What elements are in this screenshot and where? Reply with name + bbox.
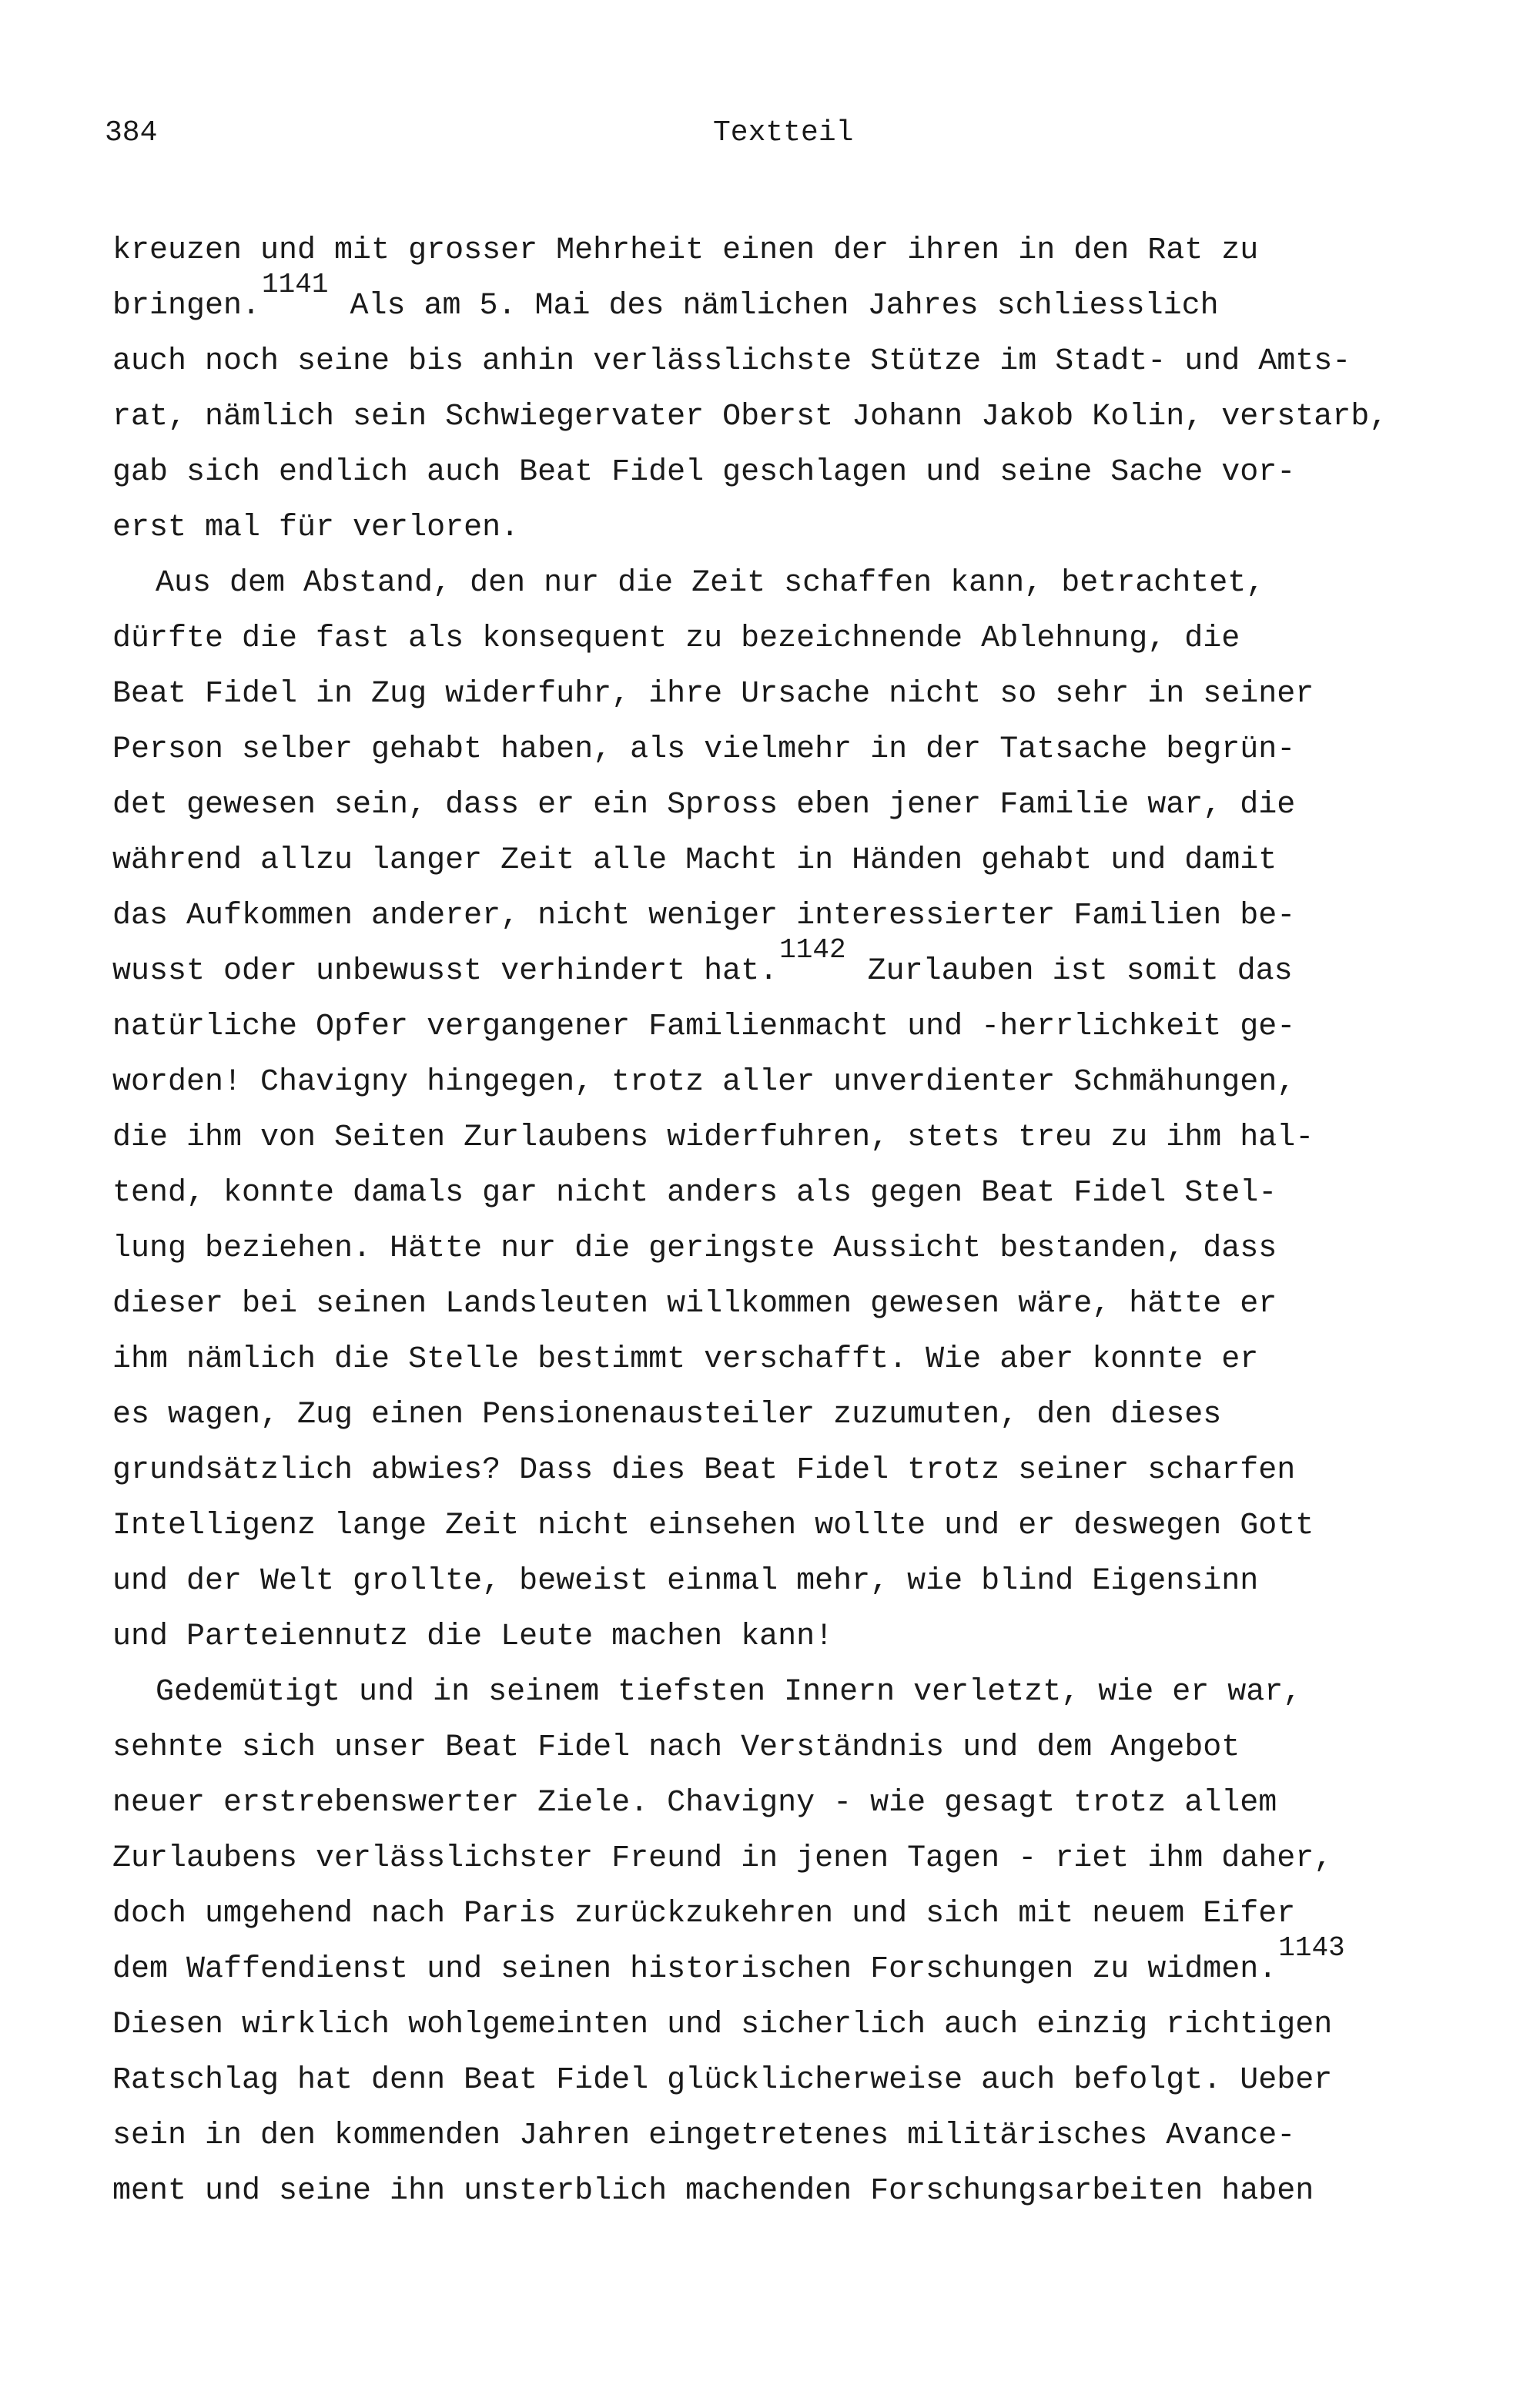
text-segment: Zurlauben ist somit das [849, 954, 1293, 989]
text-segment: natürliche Opfer vergangener Familienmacht und -herrlichkeit ge- [112, 1010, 1296, 1044]
text-segment: die ihm von Seiten Zurlaubens widerfuhren, stets treu zu ihm hal- [112, 1120, 1314, 1155]
text-line [112, 1665, 1506, 1720]
text-segment: erst mal für verloren. [112, 511, 520, 545]
text-line [112, 778, 1506, 833]
text-line [112, 934, 1506, 1000]
text-line [112, 2164, 1506, 2219]
text-segment: neuer erstrebenswerter Ziele. Chavigny - wie gesagt trotz allem [112, 1786, 1277, 1821]
text-segment: Diesen wirklich wohlgemeinten und sicherlich auch einzig richtigen [112, 2008, 1333, 2042]
text-segment: Aus dem Abstand, den nur die Zeit schaffen kann, betrachtet, [156, 566, 1265, 601]
text-segment: das Aufkommen anderer, nicht weniger interessierter Familien be- [112, 899, 1296, 933]
text-line [112, 611, 1506, 667]
text-line [112, 390, 1506, 445]
text-line [112, 1499, 1506, 1554]
text-line [112, 1110, 1506, 1166]
text-segment: det gewesen sein, dass er ein Spross eben jener Familie war, die [112, 788, 1296, 822]
text-line [112, 1055, 1506, 1110]
text-line [112, 667, 1506, 722]
text-line [112, 833, 1506, 889]
page-number: 384 [105, 116, 158, 149]
text-line [112, 2053, 1506, 2109]
text-segment: und Parteiennutz die Leute machen kann! [112, 1620, 834, 1654]
text-line [112, 1000, 1506, 1055]
text-segment: doch umgehend nach Paris zurückzukehren und sich mit neuem Eifer [112, 1897, 1296, 1931]
text-line [112, 334, 1506, 390]
text-line [112, 1332, 1506, 1388]
text-segment: dem Waffendienst und seinen historischen Forschungen zu widmen. [112, 1952, 1277, 1987]
text-line [112, 445, 1506, 501]
text-line [112, 1388, 1506, 1443]
text-segment: sehnte sich unser Beat Fidel nach Verständnis und dem Angebot [112, 1730, 1240, 1765]
text-segment: Ratschlag hat denn Beat Fidel glücklicherweise auch befolgt. Ueber [112, 2063, 1333, 2098]
text-line [112, 2109, 1506, 2164]
text-line [112, 269, 1506, 334]
text-line [112, 1998, 1506, 2053]
text-segment: ihm nämlich die Stelle bestimmt verschafft. Wie aber konnte er [112, 1342, 1259, 1377]
text-segment: rat, nämlich sein Schwiegervater Oberst Johann Jakob Kolin, verstarb, [112, 400, 1388, 434]
text-segment: und der Welt grollte, beweist einmal mehr, wie blind Eigensinn [112, 1564, 1259, 1599]
text-segment: ment und seine ihn unsterblich machenden Forschungsarbeiten haben [112, 2174, 1314, 2209]
text-segment: Gedemütigt und in seinem tiefsten Innern verletzt, wie er war, [156, 1675, 1302, 1710]
text-segment: gab sich endlich auch Beat Fidel geschlagen und seine Sache vor- [112, 455, 1296, 490]
text-segment: dieser bei seinen Landsleuten willkommen gewesen wäre, hätte er [112, 1287, 1277, 1321]
text-line [112, 1776, 1506, 1831]
footnote-marker: 1141 [262, 269, 329, 300]
text-segment: dürfte die fast als konsequent zu bezeichnende Ablehnung, die [112, 621, 1240, 656]
body-text [112, 223, 1506, 2219]
footnote-marker: 1143 [1278, 1932, 1345, 1964]
text-line [112, 722, 1506, 778]
text-line [112, 1610, 1506, 1665]
text-line [112, 1554, 1506, 1610]
text-segment: bringen. [112, 289, 261, 323]
text-segment: Intelligenz lange Zeit nicht einsehen wollte und er deswegen Gott [112, 1509, 1314, 1543]
footnote-marker: 1142 [779, 934, 846, 966]
text-segment: wusst oder unbewusst verhindert hat. [112, 954, 778, 989]
text-line [112, 1277, 1506, 1332]
text-segment: worden! Chavigny hingegen, trotz aller unverdienter Schmähungen, [112, 1065, 1296, 1100]
text-segment: kreuzen und mit grosser Mehrheit einen der ihren in den Rat zu [112, 233, 1259, 268]
text-segment: grundsätzlich abwies? Dass dies Beat Fidel trotz seiner scharfen [112, 1453, 1296, 1488]
text-segment: sein in den kommenden Jahren eingetretenes militärisches Avance- [112, 2119, 1296, 2153]
text-segment: es wagen, Zug einen Pensionenausteiler zuzumuten, den dieses [112, 1398, 1222, 1432]
text-line [112, 1720, 1506, 1776]
text-segment: während allzu langer Zeit alle Macht in Händen gehabt und damit [112, 843, 1277, 878]
text-segment: lung beziehen. Hätte nur die geringste Aussicht bestanden, dass [112, 1231, 1277, 1266]
text-segment: Zurlaubens verlässlichster Freund in jenen Tagen - riet ihm daher, [112, 1841, 1333, 1876]
text-line [112, 1831, 1506, 1887]
text-segment: auch noch seine bis anhin verlässlichste Stütze im Stadt- und Amts- [112, 344, 1351, 379]
text-line [112, 1443, 1506, 1499]
text-segment: Als am 5. Mai des nämlichen Jahres schliesslich [331, 289, 1219, 323]
text-segment: Person selber gehabt haben, als vielmehr in der Tatsache begrün- [112, 732, 1296, 767]
text-segment: Beat Fidel in Zug widerfuhr, ihre Ursache nicht so sehr in seiner [112, 677, 1314, 712]
text-line [112, 501, 1506, 556]
text-line [112, 1221, 1506, 1277]
running-title: Textteil [713, 116, 854, 149]
text-line [112, 1932, 1506, 1998]
page-header [105, 114, 1491, 152]
text-segment: tend, konnte damals gar nicht anders als gegen Beat Fidel Stel- [112, 1176, 1277, 1211]
text-line [112, 1166, 1506, 1221]
text-line [112, 556, 1506, 611]
